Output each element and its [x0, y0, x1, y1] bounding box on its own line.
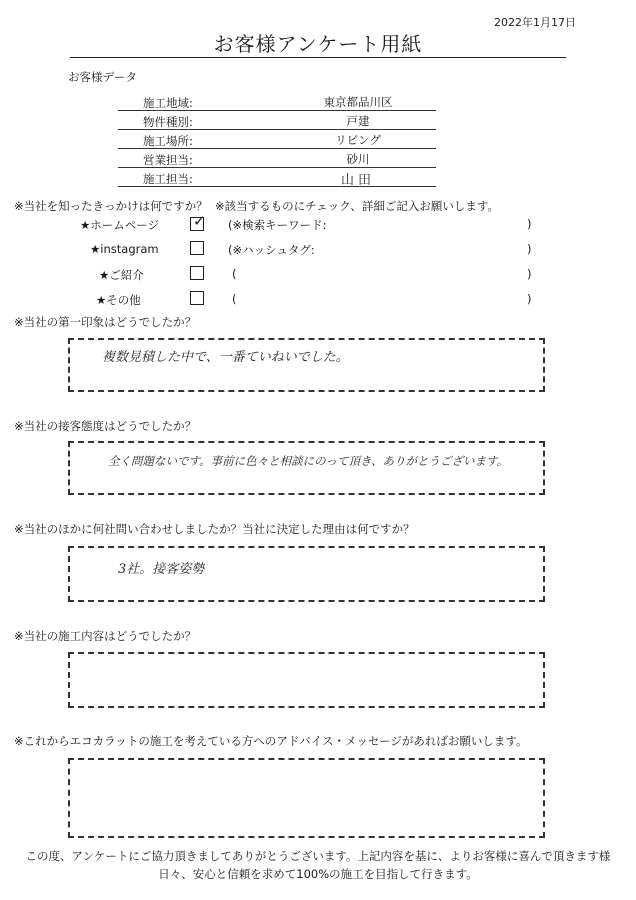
data-key: 施工地域: [143, 96, 193, 110]
data-value: 砂川 [346, 152, 370, 166]
page-title: お客様アンケート用紙 [213, 32, 423, 56]
data-key: 施工担当: [143, 172, 193, 186]
option-close-paren: ) [527, 217, 532, 231]
data-key: 物件種別: [143, 115, 193, 129]
data-row-installer [118, 168, 436, 187]
checkbox-referral[interactable] [190, 266, 204, 280]
q2-question: ※当社の第一印象はどうでしたか？ [14, 315, 197, 329]
option-label-homepage: ★ホームページ [80, 218, 160, 232]
footer-message [0, 847, 636, 883]
data-row-property-type [118, 111, 436, 130]
data-value: 東京都品川区 [323, 95, 393, 109]
data-row-sales-rep [118, 149, 436, 168]
q6-answer-box[interactable] [68, 758, 545, 838]
data-key: 営業担当: [143, 153, 193, 167]
q2-answer-handwritten: 複数見積した中で、一番ていねいでした。 [102, 350, 349, 365]
option-detail-other: ( [232, 292, 237, 306]
q4-question: ※当社のほかに何社問い合わせしましたか？当社に決定した理由は何ですか？ [14, 522, 415, 536]
option-close-paren: ) [527, 242, 532, 256]
data-value-handwritten: 山田 [340, 173, 375, 188]
option-close-paren: ) [527, 292, 532, 306]
checkbox-instagram[interactable] [190, 241, 204, 255]
footer-line-1: この度、アンケートにご協力頂きましてありがとうございます。上記内容を基に、よりお客様に喜んで頂きます様 [25, 849, 611, 863]
q3-answer-handwritten: 全く問題ないです。事前に色々と相談にのって頂き、ありがとうございます。 [108, 454, 509, 468]
data-key: 施工場所: [143, 134, 193, 148]
q3-answer-box[interactable] [68, 441, 545, 495]
checkbox-homepage[interactable] [190, 212, 206, 231]
q4-answer-box[interactable] [68, 546, 545, 602]
option-label-referral: ★ご紹介 [99, 268, 144, 282]
data-row-location [118, 130, 436, 149]
survey-date: 2022年1月17日 [494, 16, 576, 29]
option-detail-referral: ( [232, 267, 237, 281]
q1-question: ※当社を知ったきっかけは何ですか？ [14, 199, 208, 213]
option-detail-homepage: (※検索キーワード: [228, 218, 327, 232]
q1-instruction: ※該当するものにチェック、詳細ご記入お願いします。 [215, 199, 499, 213]
q6-question: ※これからエコカラットの施工を考えている方へのアドバイス・メッセージがあればお願いします。 [14, 734, 528, 748]
option-detail-instagram: (※ハッシュタグ: [228, 243, 315, 257]
check-mark-icon: ✓ [193, 212, 206, 230]
q5-question: ※当社の施工内容はどうでしたか？ [14, 629, 197, 643]
option-label-instagram: ★instagram [90, 242, 159, 256]
footer-line-2: 日々、安心と信頼を求めて100%の施工を目指して行きます。 [158, 867, 478, 881]
q2-answer-box[interactable] [68, 338, 545, 392]
title-underline [70, 57, 566, 58]
data-value: 戸建 [346, 114, 370, 128]
data-row-area [118, 92, 436, 111]
option-close-paren: ) [527, 267, 532, 281]
checkbox-other[interactable] [190, 291, 204, 305]
q3-question: ※当社の接客態度はどうでしたか？ [14, 419, 197, 433]
q5-answer-box[interactable] [68, 652, 545, 708]
q4-answer-handwritten: 3社。接客姿勢 [118, 562, 205, 577]
data-value: リビング [335, 133, 381, 147]
customer-data-table [118, 92, 436, 187]
option-label-other: ★その他 [96, 293, 141, 307]
customer-data-heading: お客様データ [68, 70, 137, 84]
